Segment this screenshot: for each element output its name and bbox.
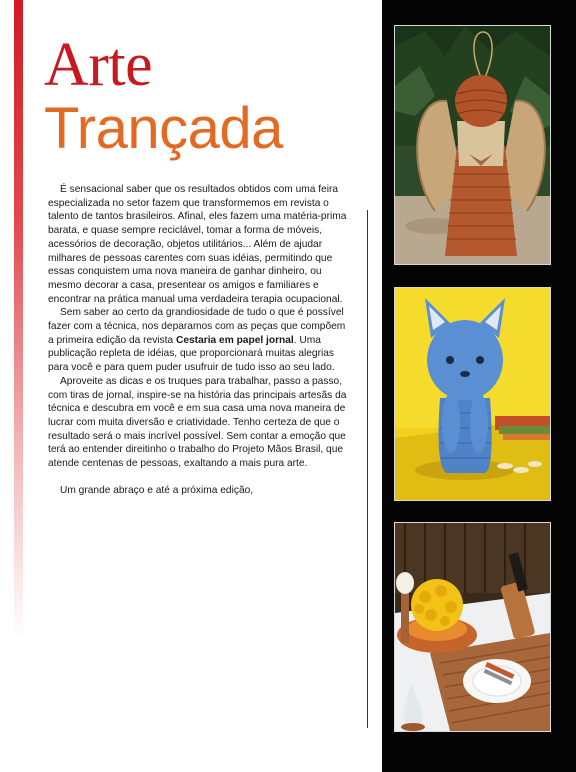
blue-cat-photo bbox=[394, 287, 551, 501]
paragraph-2 bbox=[48, 306, 348, 375]
paragraph-2-text-b: . Uma publicação repleta de idéias, que proporcionará muitas alegrias para você e para quem puder usufruir de tudo isso ao seu lado. bbox=[48, 334, 335, 374]
title-arte: Arte bbox=[44, 31, 153, 99]
magazine-name: Cestaria em papel jornal bbox=[175, 334, 294, 346]
paragraph-1: É sensacional saber que os resultados obtidos com uma feira especializada no setor fazem que transformemos em revista o talento de tantos brasileiros. Afinal, eles fazem uma matéria-prima barata, e quase sempre reciclável, tomar a forma de móveis, acessórios de decoração, objetos utilitários... Além de ajudar milhares de pessoas carentes com suas idéias, permitindo que essas conquistem uma nova maneira de ganhar dinheiro, ou mesmo decorar a casa, presentear os amigos e familiares e encontrar na prática manual uma verdadeira terapia ocupacional. bbox=[48, 184, 347, 305]
table-setting-photo bbox=[394, 522, 551, 732]
editorial-article bbox=[48, 183, 348, 498]
column-divider bbox=[367, 210, 368, 728]
title-trancada: Trançada bbox=[44, 96, 283, 161]
closing-line: Um grande abraço e até a próxima edição, bbox=[60, 485, 254, 497]
paragraph-3: Aproveite as dicas e os truques para trabalhar, passo a passo, com tiras de jornal, inspire-se na história das principais artesãs da técnica e descubra em você e em sua casa uma nova maneira de lucrar com muita diversão e criatividade. Tenho certeza de que o resultado será o mais incrível possível. Sem contar a emoção que terá ao entender direitinho o trabalho do Projeto Mãos Brasil, que atende centenas de pessoas, exaltando a mais pura arte. bbox=[48, 375, 347, 470]
left-edge-gradient-bar bbox=[14, 0, 23, 640]
paragraph-2-text-a: Sem saber ao certo da grandiosidade de tudo o que é possível fazer com a técnica, nos deparamos com as peças que compõem a primeira edição da revista bbox=[48, 307, 346, 346]
angel-ornament-photo bbox=[394, 25, 551, 265]
